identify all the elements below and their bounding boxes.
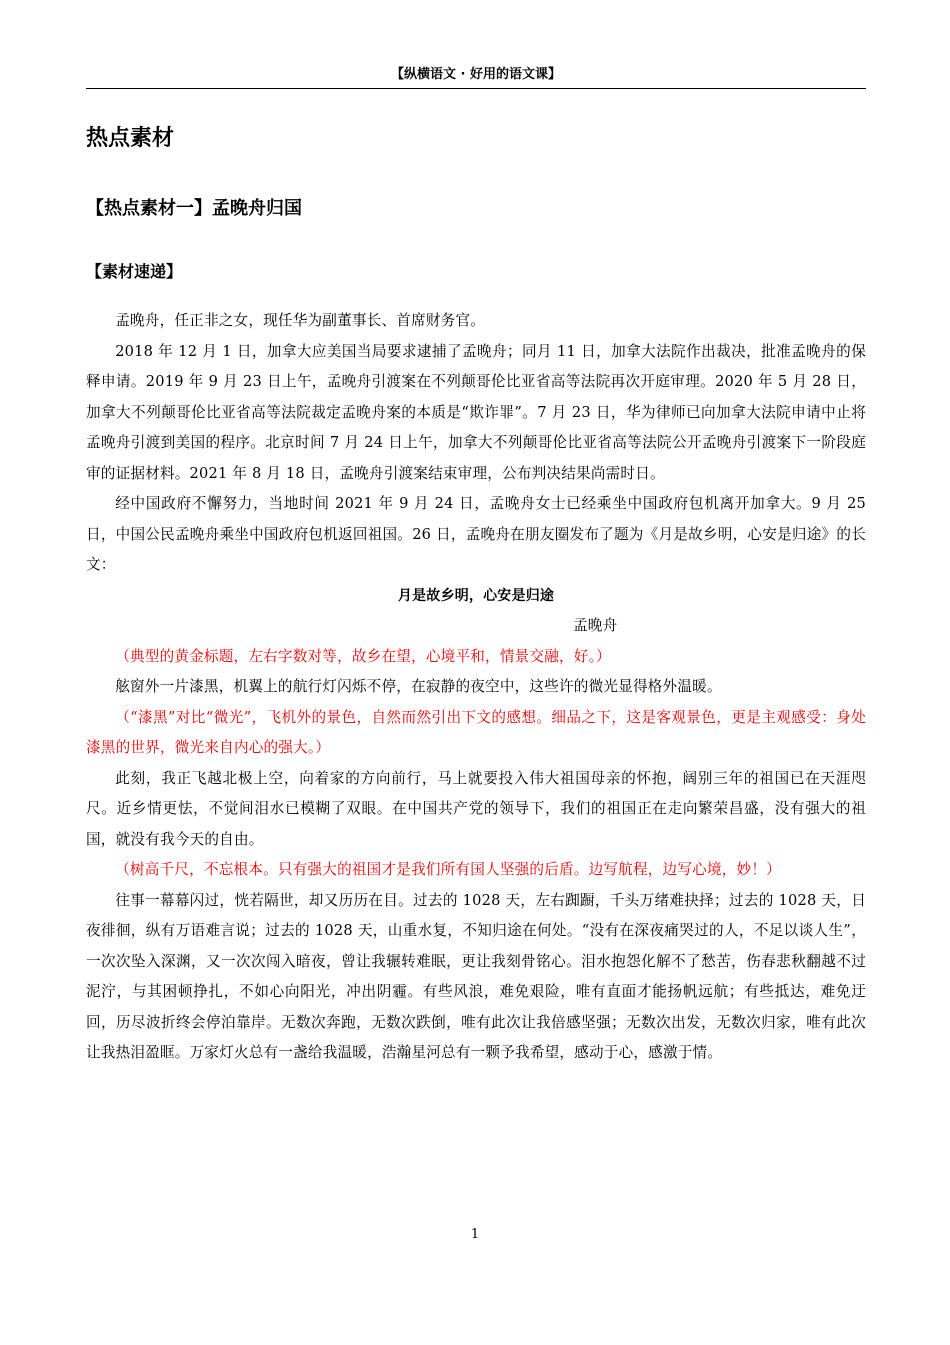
paragraph-timeline: 2018 年 12 月 1 日，加拿大应美国当局要求逮捕了孟晚舟；同月 11 日，加拿大法院作出裁决，批准孟晚舟的保释申请。2019 年 9 月 23 日上午，孟晚舟引渡案在不列颠哥伦比亚省高等法院再次开庭审理。2020 年 5 月 28 日，加拿大不列颠哥伦比亚省高等法院裁定孟晚舟案的本质是“欺诈罪”。7 月 23 日，华为律师已向加拿大法院申请中止将孟晚舟引渡到美国的程序。北京时间 7 月 24 日上午，加拿大不列颠哥伦比亚省高等法院公开孟晚舟引渡案下一阶段庭审的证据材料。2021 年 8 月 18 日，孟晚舟引渡案结束审理，公布判决结果尚需时日。 <box>86 342 866 482</box>
article-paragraph: 此刻，我正飞越北极上空，向着家的方向前行，马上就要投入伟大祖国母亲的怀抱，阔别三年的祖国已在天涯咫尺。近乡情更怯，不觉间泪水已模糊了双眼。在中国共产党的领导下，我们的祖国正在走向繁荣昌盛，没有强大的祖国，就没有我今天的自由。 <box>86 769 866 848</box>
paragraph-intro: 孟晚舟，任正非之女，现任华为副董事长、首席财务官。 <box>115 312 486 329</box>
article-paragraph: 往事一幕幕闪过，恍若隔世，却又历历在目。过去的 1028 天，左右踟蹰，千头万绪难抉择；过去的 1028 天，日夜徘徊，纵有万语难言说；过去的 1028 天，山重水复，不知归途在何处。“没有在深夜痛哭过的人，不足以谈人生”，一次次坠入深渊，又一次次闯入暗夜，曾让我辗转难眠，更让我刻骨铭心。泪水抱怨化解不了愁苦，伤春悲秋翻越不过泥泞，与其困顿挣扎，不如心向阳光，冲出阴霾。有些风浪，难免艰险，唯有直面才能扬帆远航；有些抵达，难免迂回，历尽波折终会停泊靠岸。无数次奔跑，无数次跌倒，唯有此次让我倍感坚强；无数次出发，无数次归家，唯有此次让我热泪盈眶。万家灯火总有一盏给我温暖，浩瀚星河总有一颗予我希望，感动于心，感激于情。 <box>86 891 866 1061</box>
article-paragraph: 舷窗外一片漆黑，机翼上的航行灯闪烁不停，在寂静的夜空中，这些许的微光显得格外温暖。 <box>115 678 722 695</box>
page-number: 1 <box>470 1227 480 1242</box>
annotation-note: （典型的黄金标题，左右字数对等，故乡在望，心境平和，情景交融，好。） <box>115 647 611 665</box>
header-divider <box>86 88 866 89</box>
article-title: 月是故乡明，心安是归途 <box>397 587 555 604</box>
annotation-note: （树高千尺，不忘根本。只有强大的祖国才是我们所有国人坚强的后盾。边写航程，边写心境，妙！） <box>115 861 781 878</box>
section-heading: 热点素材 <box>86 126 175 151</box>
paragraph-return: 经中国政府不懈努力，当地时间 2021 年 9 月 24 日，孟晚舟女士已经乘坐中国政府包机离开加拿大。9 月 25 日，中国公民孟晚舟乘坐中国政府包机返回祖国。26 日，孟晚舟在朋友圈发布了题为《月是故乡明，心安是归途》的长文： <box>86 495 866 573</box>
material-heading: 【热点素材一】孟晚舟归国 <box>86 198 302 219</box>
page-header: 【纵横语文 · 好用的语文课】 <box>391 67 561 82</box>
document-body <box>86 306 866 1069</box>
subsection-heading: 【素材速递】 <box>86 262 183 281</box>
article-author: 孟晚舟 <box>573 617 618 634</box>
annotation-note: （“漆黑”对比“微光”，飞机外的景色，自然而然引出下文的感想。细品之下，这是客观景色，更是主观感受：身处漆黑的世界，微光来自内心的强大。） <box>86 708 866 756</box>
